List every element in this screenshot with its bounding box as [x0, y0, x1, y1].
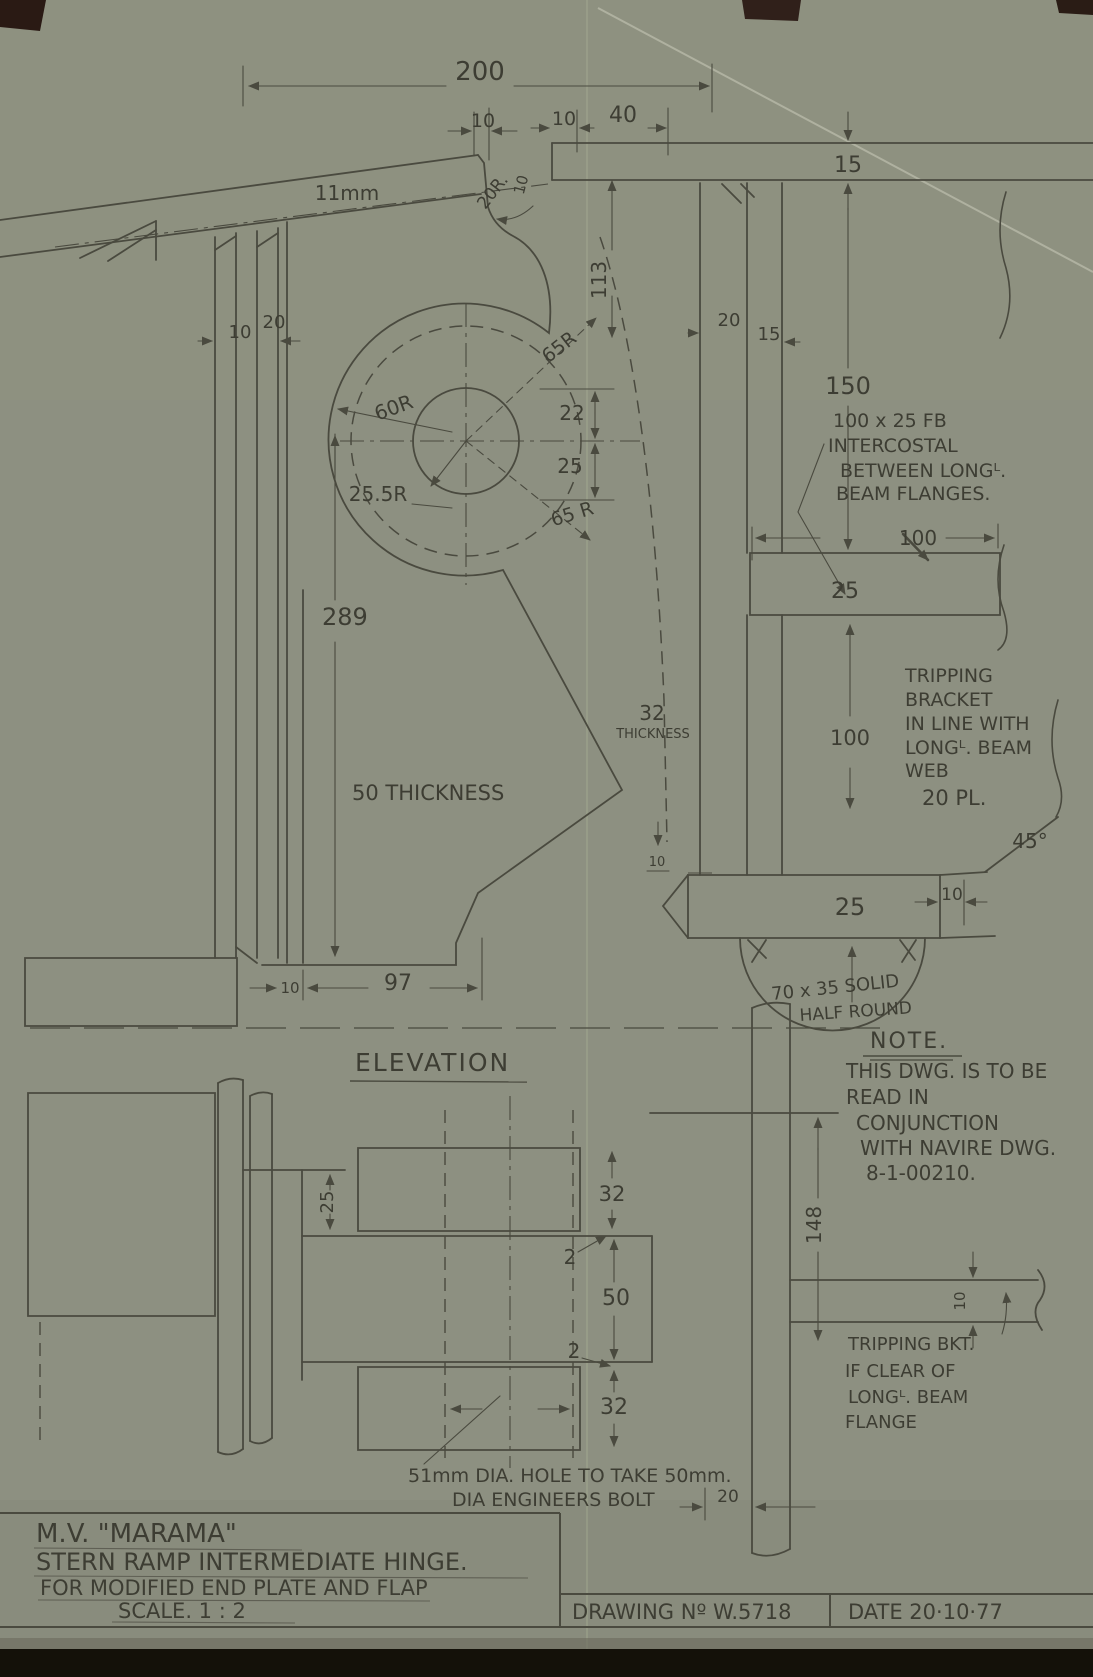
dim-25-pin-label: 25: [557, 454, 583, 478]
note-title: NOTE.: [870, 1029, 949, 1054]
dim-2-top-label: 2: [563, 1245, 577, 1269]
dim-10-beam2-label: 10: [941, 885, 963, 905]
dim-25-beam2-label: 25: [834, 893, 866, 921]
dim-200-label: 200: [455, 57, 505, 87]
bracket-note-line1: TRIPPING BKT.: [848, 1334, 975, 1355]
dim-15-web-label: 15: [757, 324, 781, 345]
tripping-note-line5: WEB: [905, 760, 949, 782]
dim-20-col-label: 20: [262, 312, 286, 333]
dim-15-beam-label: 15: [834, 153, 862, 178]
bottom-shade: [0, 1638, 1093, 1649]
title-line1: STERN RAMP INTERMEDIATE HINGE.: [36, 1548, 468, 1576]
dim-22-label: 22: [559, 401, 585, 425]
dim-100-web-label: 100: [829, 726, 871, 750]
dim-10-plate-label: 10: [470, 110, 496, 132]
dim-32-bot-label: 32: [600, 1395, 628, 1420]
dim-50-plan-label: 50: [602, 1286, 630, 1311]
intercostal-note-line3: BETWEEN LONGᴸ.: [840, 460, 1007, 482]
dim-45deg-label: 45°: [1012, 829, 1048, 853]
dim-11mm-label: 11mm: [314, 181, 380, 205]
dim-65r-bot-label: 65 R: [548, 497, 597, 532]
dim-113-label: 113: [587, 260, 611, 300]
tripping-note-line4: LONGᴸ. BEAM: [905, 737, 1032, 759]
tripping-note-line2: BRACKET: [905, 689, 993, 711]
scan-mark-top-right: [1056, 0, 1093, 15]
dim-20-plan-label: 20: [717, 1487, 739, 1507]
dim-10-r20-label: 10: [510, 173, 533, 197]
note-line1: THIS DWG. IS TO BE: [846, 1059, 1048, 1083]
scan-mark-top-left: [0, 0, 46, 31]
note-line4: WITH NAVIRE DWG.: [860, 1136, 1057, 1160]
dim-32-thickness-word: THICKNESS: [616, 727, 690, 742]
dim-2-bot-label: 2: [567, 1339, 581, 1363]
dim-10-plan-label: 10: [951, 1291, 969, 1311]
note-line3: CONJUNCTION: [856, 1111, 999, 1135]
dim-97-label: 97: [384, 971, 412, 996]
scan-mark-top-center: [742, 0, 801, 21]
dim-25-plan-label: 25: [317, 1190, 338, 1214]
elevation-title: ELEVATION: [355, 1048, 511, 1077]
intercostal-note-line4: BEAM FLANGES.: [836, 483, 991, 505]
bolt-note-line2: DIA ENGINEERS BOLT: [452, 1489, 655, 1511]
half-round-note-line1: 70 x 35 SOLID: [770, 970, 901, 1005]
dim-100-flange-label: 100: [898, 526, 938, 550]
half-round-note-line2: HALF ROUND: [798, 998, 913, 1026]
intercostal-note-line2: INTERCOSTAL: [828, 435, 958, 457]
intercostal-note-line1: 100 x 25 FB: [833, 410, 947, 432]
title-drawing-no: DRAWING Nº W.5718: [572, 1600, 792, 1624]
bracket-note-line4: FLANGE: [845, 1412, 917, 1433]
dim-150-label: 150: [825, 372, 871, 400]
tripping-note-line1: TRIPPING: [905, 665, 993, 687]
dim-20r-label: 20R.: [473, 170, 513, 214]
dim-60r-label: 60R: [371, 389, 417, 426]
dim-20-web-label: 20: [717, 310, 741, 331]
dim-32-top-label: 32: [598, 1182, 626, 1206]
bolt-note-line1: 51mm DIA. HOLE TO TAKE 50mm.: [408, 1465, 732, 1487]
scan-strip-bottom: [0, 1649, 1093, 1677]
paper-shade-top: [0, 0, 1093, 400]
dim-10-col-label: 10: [228, 322, 252, 343]
bracket-note-line3: LONGᴸ. BEAM: [848, 1387, 969, 1408]
note-line2: READ IN: [846, 1085, 929, 1109]
bracket-note-line2: IF CLEAR OF: [845, 1361, 956, 1382]
dim-10-foot-label: 10: [280, 979, 300, 997]
tripping-note-line3: IN LINE WITH: [905, 713, 1030, 735]
dim-289-label: 289: [322, 603, 368, 631]
title-scale: SCALE. 1 : 2: [118, 1599, 246, 1623]
dim-65r-top-label: 65R: [537, 327, 581, 368]
dim-50-thickness-label: 50 THICKNESS: [352, 781, 505, 805]
title-date: DATE 20·10·77: [848, 1600, 1003, 1624]
tripping-note-plate: 20 PL.: [922, 786, 987, 810]
title-vessel: M.V. "MARAMA": [36, 1519, 237, 1549]
dim-40-label: 40: [609, 103, 637, 128]
dim-148-label: 148: [802, 1205, 826, 1245]
dim-25-flange-label: 25: [831, 579, 859, 604]
dim-10-beam-label: 10: [551, 108, 577, 130]
dim-32-thickness-value: 32: [639, 701, 665, 725]
dim-10-step-label: 10: [648, 855, 666, 870]
note-line5: 8-1-00210.: [866, 1161, 976, 1185]
title-line2: FOR MODIFIED END PLATE AND FLAP: [40, 1576, 428, 1600]
dim-25-5r-label: 25.5R: [348, 482, 408, 506]
